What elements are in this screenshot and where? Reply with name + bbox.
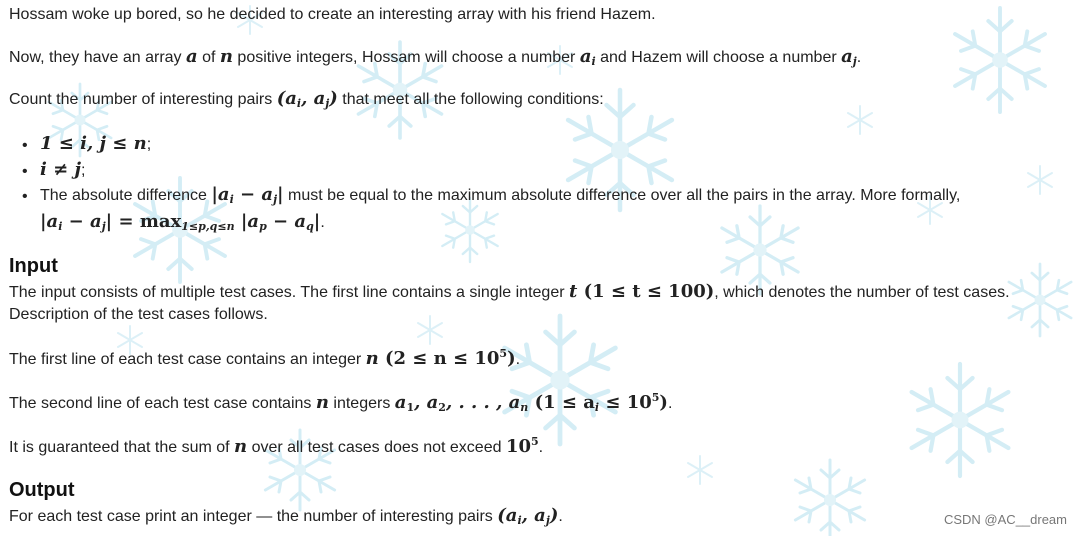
condition-item-range: 1 ≤ i, j ≤ n; [40, 133, 152, 154]
input-line-description: Description of the test cases follows. [9, 306, 268, 323]
count-pairs-paragraph: Count the number of interesting pairs ($a_i$, $a_j$) that meet all the following conditions: [9, 88, 604, 110]
array-description-paragraph: Now, they have an array a of n positive integers, Hossam will choose a number $a_i$ and Hazem will choose a number $a_j$. [9, 46, 862, 68]
condition-item-max-difference: The absolute difference $|a_i - a_j|$ must be equal to the maximum absolute difference over all the pairs in the array. More formally, [40, 184, 961, 206]
max-difference-formula: $|a_i - a_j| = \max_{1\le p,q\le n} |a_p - a_q|$. [40, 211, 325, 233]
csdn-watermark: CSDN @AC__dream [943, 512, 1067, 527]
bullet-marker: • [22, 163, 28, 180]
input-line-sum-guarantee: It is guaranteed that the sum of n over all test cases does not exceed $10^5$. [9, 435, 544, 457]
bullet-marker: • [22, 137, 28, 154]
input-line-n-constraint: The first line of each test case contains an integer n $(2 \le n \le 10^5)$. [9, 347, 521, 369]
condition-item-distinct: i ≠ j; [40, 159, 86, 180]
bullet-marker: • [22, 188, 28, 205]
input-line-test-count: The input consists of multiple test cases. The first line contains a single integer t (1 ≤ t ≤ 100), which denotes the number of test cases. [9, 281, 1010, 302]
output-line: For each test case print an integer — the number of interesting pairs ($a_i$, $a_j$). [9, 505, 563, 527]
output-heading: Output [9, 479, 75, 501]
input-line-array-values: The second line of each test case contains n integers $a_1$, $a_2$, . . . , $a_n$ $(1 \le a_i \le 10^5)$. [9, 391, 673, 414]
input-heading: Input [9, 255, 58, 277]
intro-paragraph: Hossam woke up bored, so he decided to create an interesting array with his friend Hazem. [9, 6, 656, 23]
